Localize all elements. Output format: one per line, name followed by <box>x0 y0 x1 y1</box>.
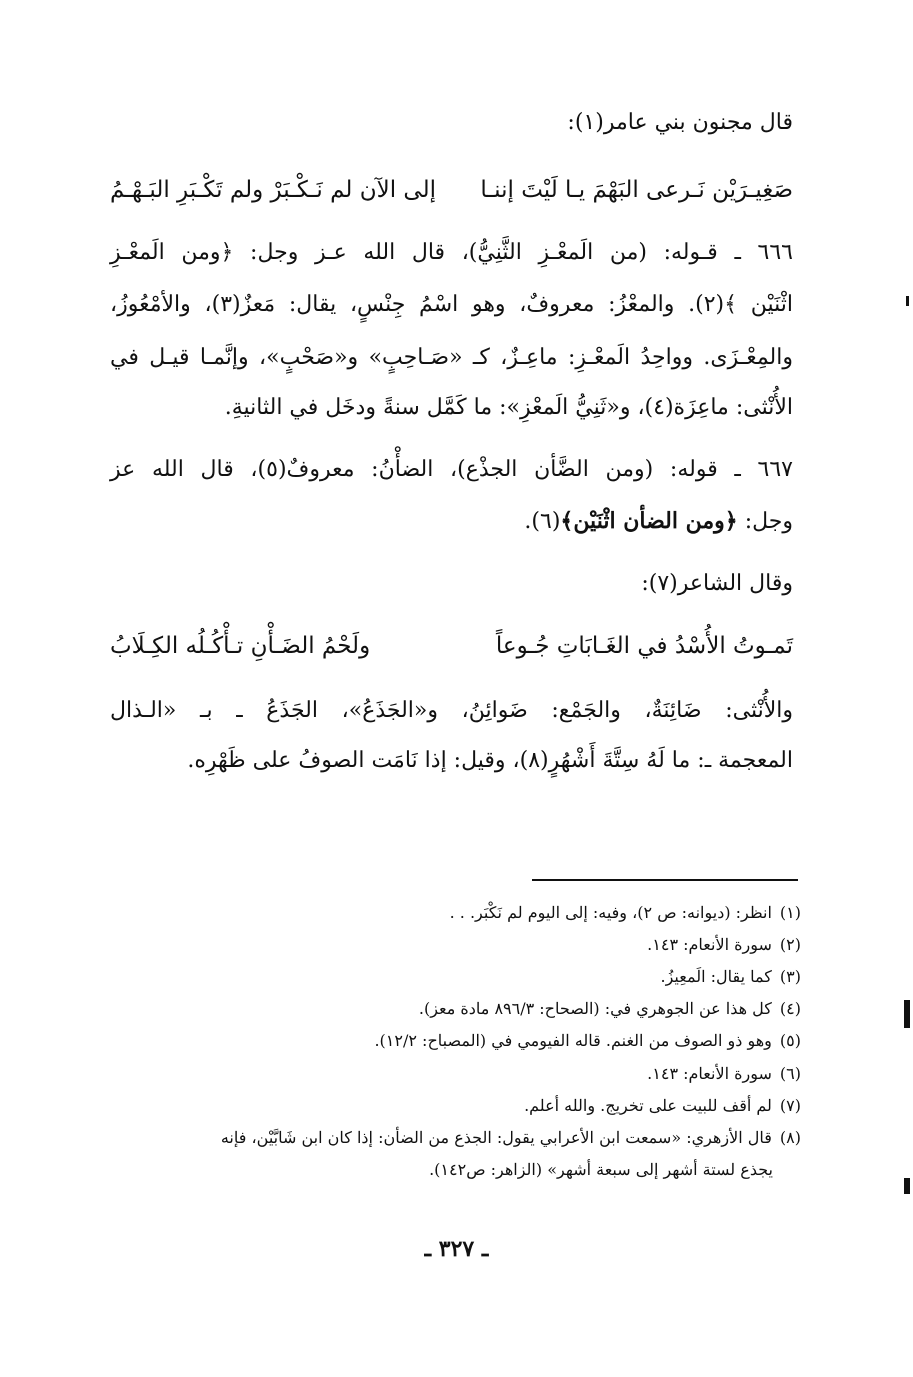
verse-2 <box>110 628 793 664</box>
footnote-number: (١) <box>779 903 801 922</box>
footnote-5 <box>112 1030 801 1052</box>
footnote-text: كما يقال: الَمعِيزُ. <box>660 967 772 986</box>
footnote-3 <box>112 966 801 988</box>
footnote-number: (٧) <box>779 1096 801 1115</box>
para-666-line-2: اثْنَيْن ﴾(٢). والمعْزُ: معروفٌ، وهو اسْمُ جِنْسٍ، يقال: مَعزٌ(٣)، والأمْعُوزُ، <box>110 292 793 317</box>
footnote-number: (٢) <box>779 935 801 954</box>
footnote-7 <box>112 1095 801 1117</box>
footnote-8-continuation: يجذع لستة أشهر إلى سبعة أشهر» (الزاهر: ص١٤٢). <box>429 1160 773 1179</box>
para-667-suffix: (٦). <box>524 509 561 534</box>
footnote-number: (٤) <box>779 999 801 1018</box>
footnote-text: سورة الأنعام: ١٤٣. <box>647 1064 772 1083</box>
footnote-number: (٣) <box>779 967 801 986</box>
footnote-6 <box>112 1063 801 1085</box>
intro-text: قال مجنون بني عامر(١): <box>567 110 793 135</box>
intro-line <box>110 108 793 138</box>
footnote-number: (٦) <box>779 1064 801 1083</box>
verse-2-first-hemistich: تَمـوتُ الأُسْدُ في الغَـابَاتِ جُـوعاً <box>495 633 793 659</box>
para-667-line-2 <box>110 506 793 537</box>
para-last-line-2: المعجمة ـ: ما لَهُ سِتَّةَ أَشْهُرٍ(٨)، وقيل: إذا نَامَت الصوفُ على ظَهْرِه. <box>187 748 793 773</box>
quran-quote: ﴿ومن الضأن اثْنَيْن﴾ <box>560 508 738 534</box>
verse-1 <box>110 172 793 208</box>
para-666-line-3: والمِعْـزَى. وواحِدُ الَمعْـزِ: ماعِـزٌ، كـ «صَـاحِبٍ» و«صَحْبٍ»، وإنَّمـا قيـل في <box>110 345 793 370</box>
para-666-line-1: ٦٦٦ ـ قـوله: (من الَمعْـزِ الثَّنِيُّ)، قال الله عـز وجل: ﴿ومن الَمعْـزِ <box>110 240 793 265</box>
scan-edge-mark <box>904 1178 910 1194</box>
scan-edge-mark <box>906 296 909 306</box>
footnote-text: قال الأزهري: «سمعت ابن الأعرابي يقول: الجذع من الضأن: إذا كان ابن شَابَّيْن، فإنه <box>220 1128 772 1147</box>
footnote-2 <box>112 934 801 956</box>
footnote-text: لم أقف للبيت على تخريج. والله أعلم. <box>524 1096 772 1115</box>
verse-2-second-hemistich: ولَحْمُ الضَـأْنِ تـأْكُـلُه الكِـلَابُ <box>110 633 371 659</box>
footnote-separator <box>532 879 798 881</box>
scan-edge-mark <box>904 1000 910 1028</box>
footnote-8 <box>112 1127 801 1149</box>
footnote-text: وهو ذو الصوف من الغنم. قاله الفيومي في (المصباح: ١٢/٢). <box>374 1031 772 1050</box>
footnote-4 <box>112 998 801 1020</box>
verse-1-second-hemistich: إلى الآن لم نَـكْـبَرْ ولم تَكْـبَرِ البَـهْـمُ <box>110 177 436 203</box>
para-666-line-4: الأُنْثى: ماعِزَة(٤)، و«ثَنِيُّ الَمعْزِ»: ما كَمَّل سنةً ودخَل في الثانيةِ. <box>224 395 793 420</box>
footnote-text: كل هذا عن الجوهري في: (الصحاح: ٨٩٦/٣ مادة معز). <box>418 999 772 1018</box>
para-667-prefix: وجل: <box>737 509 793 534</box>
footnote-text: انظر: (ديوانه: ص ٢)، وفيه: إلى اليوم لم نَكْبَر. . . <box>449 903 772 922</box>
footnote-text: سورة الأنعام: ١٤٣. <box>647 935 772 954</box>
poet-line: وقال الشاعر(٧): <box>641 571 793 596</box>
verse-1-first-hemistich: صَغِيـرَيْن نَـرعى البَهْمَ يـا لَيْتَ إننـا <box>480 177 793 203</box>
footnote-1 <box>112 902 801 924</box>
footnote-number: (٨) <box>779 1128 801 1147</box>
para-667-line-1: ٦٦٧ ـ قوله: (ومن الضَّأن الجذْع)، الضأْنُ: معروفٌ(٥)، قال الله عز <box>110 457 793 482</box>
footnote-number: (٥) <box>779 1031 801 1050</box>
para-last-line-1: والأُنْثى: ضَائِنَةٌ، والجَمْع: ضَوائِنُ، و«الجَذَعُ»، الجَذَعُ ـ بـ «الـذال <box>110 698 793 723</box>
page-number: ـ ٣٢٧ ـ <box>424 1236 489 1262</box>
